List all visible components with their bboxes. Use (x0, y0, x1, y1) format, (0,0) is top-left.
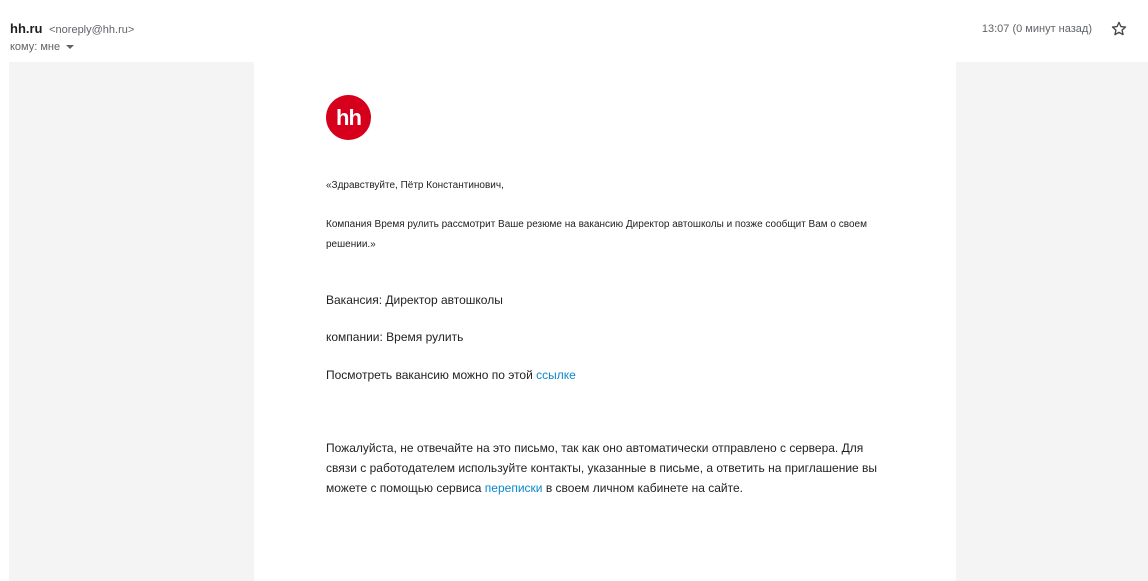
messages-link[interactable]: переписки (484, 481, 543, 495)
greeting-text: «Здравствуйте, Пётр Константинович, (326, 180, 504, 191)
email-timestamp: 13:07 (0 минут назад) (981, 23, 1092, 35)
hh-logo: hh (326, 95, 371, 140)
email-letter (254, 62, 956, 581)
footer-text-part1: Пожалуйста, не отвечайте на это письмо, так как оно автоматически отправлено с сервера. Для связи с работодателем используйте контакты, указанные в письме, а ответить на приглашение вы можете с помощью сервиса (326, 441, 878, 495)
chevron-down-icon[interactable] (66, 45, 74, 49)
company-text: компании: Время рулить (326, 330, 464, 344)
star-outline-icon (1110, 20, 1128, 38)
recipient-details-toggle[interactable] (10, 40, 74, 54)
vacancy-link[interactable]: ссылке (536, 368, 576, 382)
view-vacancy-prefix: Посмотреть вакансию можно по этой (326, 368, 537, 382)
sender (10, 21, 134, 38)
vacancy-text: Вакансия: Директор автошколы (326, 293, 503, 307)
recipient-label: кому: мне (10, 41, 61, 53)
message-text: Компания Время рулить рассмотрит Ваше резюме на вакансию Директор автошколы и позже сообщит Вам о своем решении.» (326, 219, 867, 250)
footer-text-part2: в своем личном кабинете на сайте. (542, 481, 743, 495)
star-button[interactable] (1110, 20, 1128, 38)
view-vacancy-line (326, 365, 906, 385)
email-header (0, 0, 1148, 62)
sender-name[interactable]: hh.ru (10, 21, 43, 36)
sender-email: <noreply@hh.ru> (49, 24, 135, 36)
footer-note (326, 438, 892, 498)
